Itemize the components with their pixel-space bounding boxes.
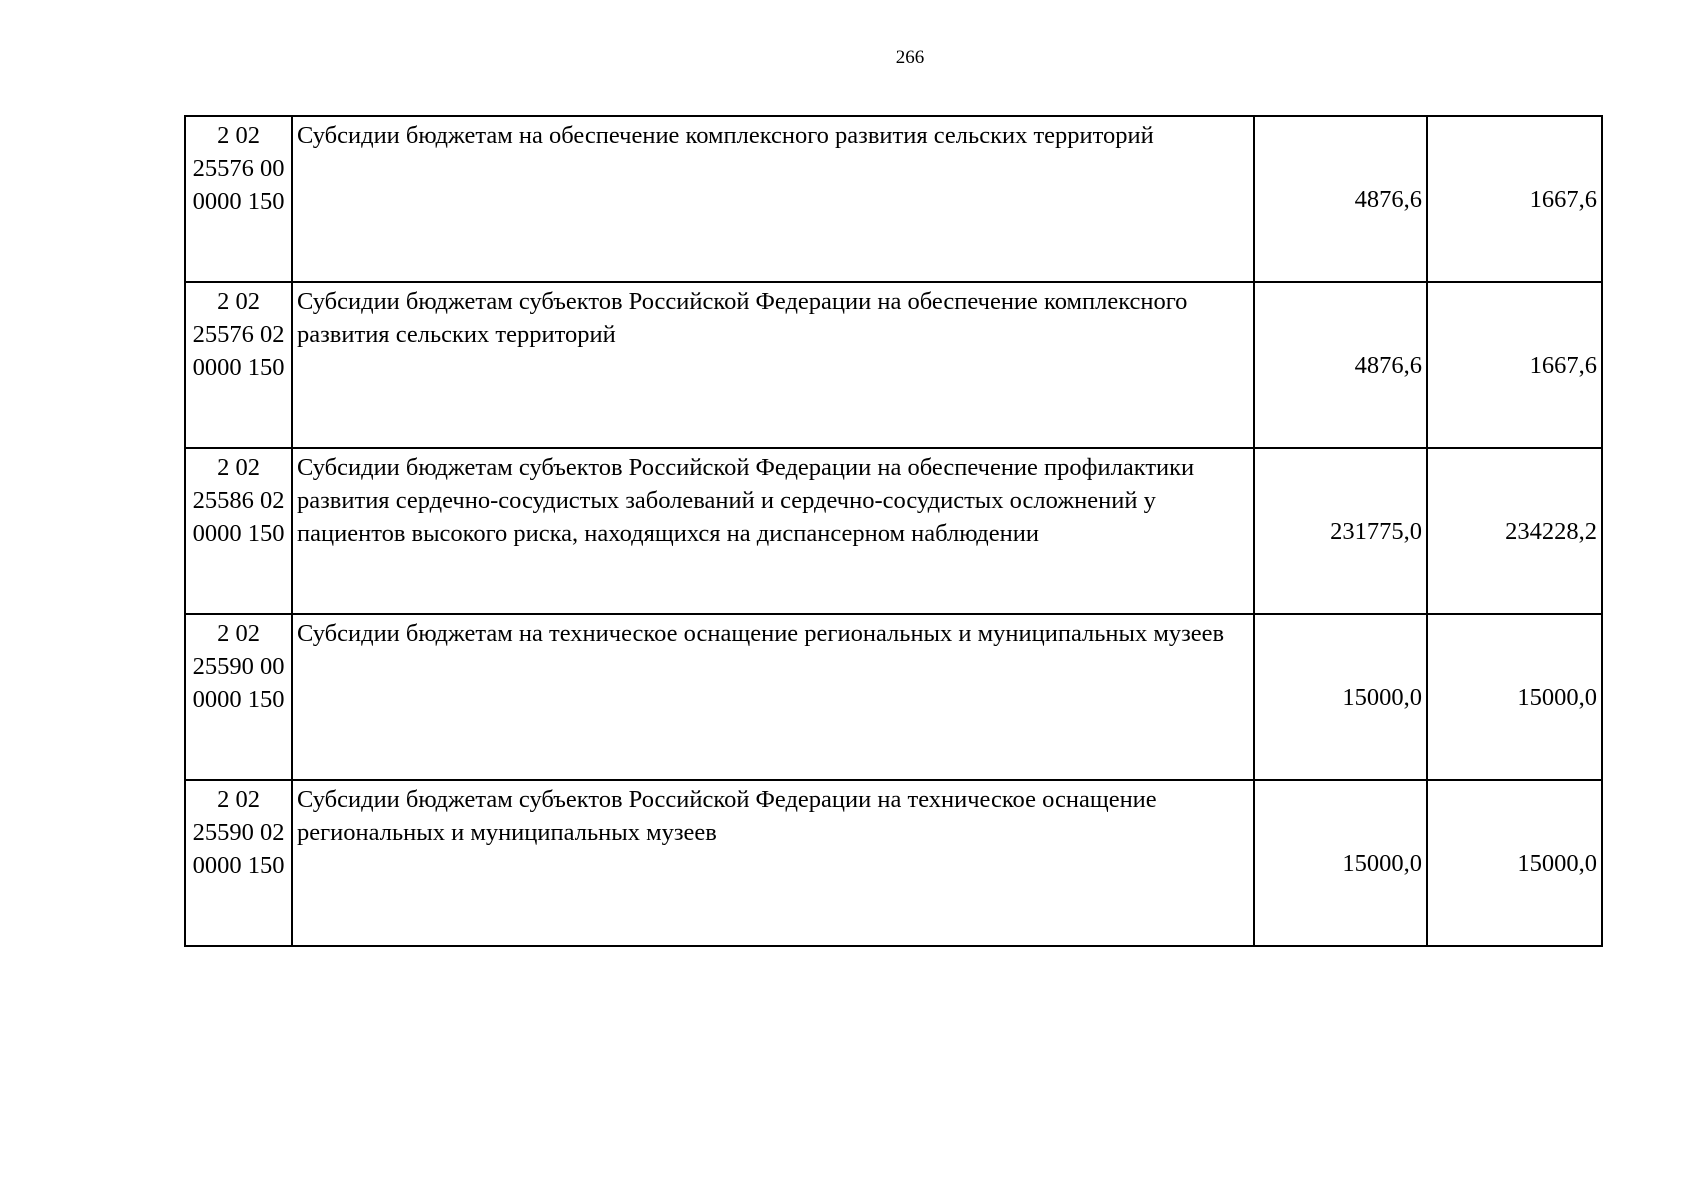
code-line: 25576 02: [192, 321, 285, 348]
income-name-cell: Субсидии бюджетам субъектов Российской Федерации на обеспечение профилактики развития сердечно-сосудистых заболеваний и сердечно-сосудистых осложнений у пациентов высокого риска, находящихся на диспансерном наблюдении: [292, 448, 1254, 614]
income-name-cell: Субсидии бюджетам субъектов Российской Федерации на техническое оснащение региональных и муниципальных музеев: [292, 780, 1254, 946]
budget-table: [184, 115, 1603, 947]
amount-cell-2: 1667,6: [1427, 116, 1602, 282]
table-row: [185, 116, 1602, 282]
amount-cell-2: 1667,6: [1427, 282, 1602, 448]
classification-code-cell: [185, 614, 292, 780]
table-row: [185, 780, 1602, 946]
classification-code-cell: [185, 116, 292, 282]
code-line: 0000 150: [192, 354, 285, 381]
classification-code-cell: [185, 780, 292, 946]
code-line: 25586 02: [192, 487, 285, 514]
amount-cell-2: 15000,0: [1427, 780, 1602, 946]
code-line: 25590 00: [192, 653, 285, 680]
amount-cell-2: 15000,0: [1427, 614, 1602, 780]
code-line: 25590 02: [192, 819, 285, 846]
amount-cell-1: 4876,6: [1254, 282, 1427, 448]
table-row: [185, 282, 1602, 448]
code-line: 0000 150: [192, 188, 285, 215]
code-line: 0000 150: [192, 686, 285, 713]
income-name-cell: Субсидии бюджетам субъектов Российской Федерации на обеспечение комплексного развития сельских территорий: [292, 282, 1254, 448]
income-name-cell: Субсидии бюджетам на техническое оснащение региональных и муниципальных музеев: [292, 614, 1254, 780]
code-line: 0000 150: [192, 520, 285, 547]
table-row: [185, 614, 1602, 780]
code-line: 25576 00: [192, 155, 285, 182]
classification-code-cell: [185, 448, 292, 614]
code-line: 2 02: [217, 786, 260, 813]
amount-cell-1: 15000,0: [1254, 614, 1427, 780]
page-number: 266: [895, 47, 925, 68]
classification-code-cell: [185, 282, 292, 448]
code-line: 2 02: [217, 454, 260, 481]
amount-cell-1: 15000,0: [1254, 780, 1427, 946]
code-line: 2 02: [217, 122, 260, 149]
income-name-cell: Субсидии бюджетам на обеспечение комплексного развития сельских территорий: [292, 116, 1254, 282]
table-row: [185, 448, 1602, 614]
amount-cell-1: 4876,6: [1254, 116, 1427, 282]
code-line: 2 02: [217, 620, 260, 647]
code-line: 0000 150: [192, 852, 285, 879]
amount-cell-1: 231775,0: [1254, 448, 1427, 614]
amount-cell-2: 234228,2: [1427, 448, 1602, 614]
code-line: 2 02: [217, 288, 260, 315]
